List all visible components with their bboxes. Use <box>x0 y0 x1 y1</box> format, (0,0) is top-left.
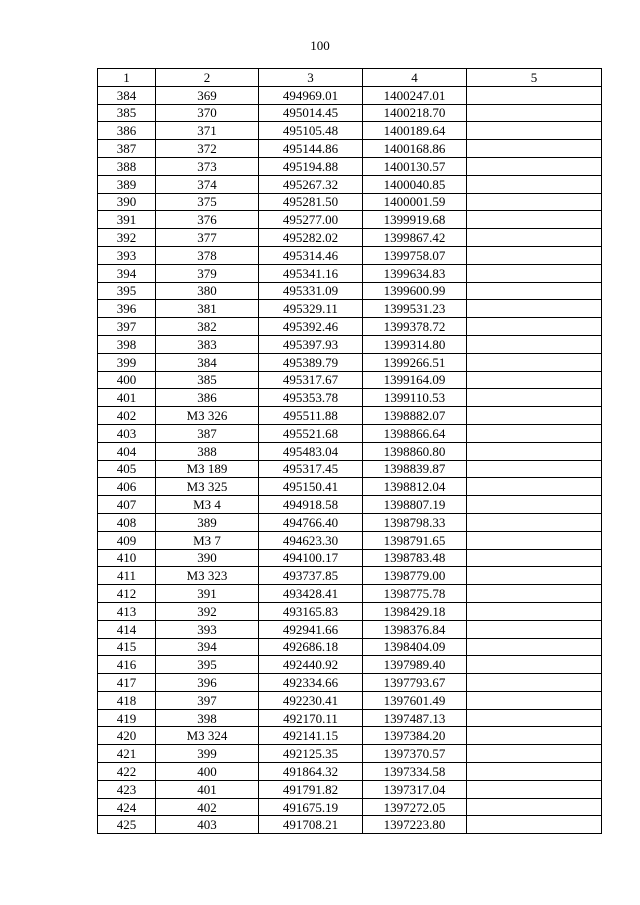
note-cell <box>467 246 602 264</box>
y-coordinate-cell: 1399600.99 <box>363 282 467 300</box>
table-row <box>98 691 602 709</box>
y-coordinate-cell: 1399919.68 <box>363 211 467 229</box>
x-coordinate-cell: 495267.32 <box>259 175 363 193</box>
table-row <box>98 620 602 638</box>
point-id-cell: 376 <box>156 211 259 229</box>
y-coordinate-cell: 1397334.58 <box>363 763 467 781</box>
point-id-cell: МЗ 4 <box>156 496 259 514</box>
row-number-cell: 384 <box>98 86 156 104</box>
note-cell <box>467 175 602 193</box>
note-cell <box>467 122 602 140</box>
x-coordinate-cell: 494918.58 <box>259 496 363 514</box>
x-coordinate-cell: 495317.67 <box>259 371 363 389</box>
row-number-cell: 395 <box>98 282 156 300</box>
row-number-cell: 404 <box>98 442 156 460</box>
note-cell <box>467 282 602 300</box>
note-cell <box>467 157 602 175</box>
table-row <box>98 763 602 781</box>
y-coordinate-cell: 1398807.19 <box>363 496 467 514</box>
page-number: 100 <box>310 38 330 53</box>
y-coordinate-cell: 1397601.49 <box>363 691 467 709</box>
point-id-cell: 403 <box>156 816 259 834</box>
y-coordinate-cell: 1398791.65 <box>363 531 467 549</box>
row-number-cell: 402 <box>98 407 156 425</box>
note-cell <box>467 460 602 478</box>
point-id-cell: 390 <box>156 549 259 567</box>
y-coordinate-cell: 1398783.48 <box>363 549 467 567</box>
y-coordinate-cell: 1397384.20 <box>363 727 467 745</box>
point-id-cell: 400 <box>156 763 259 781</box>
y-coordinate-cell: 1397317.04 <box>363 780 467 798</box>
row-number-cell: 421 <box>98 745 156 763</box>
row-number-cell: 414 <box>98 620 156 638</box>
y-coordinate-cell: 1398860.80 <box>363 442 467 460</box>
table-row <box>98 104 602 122</box>
point-id-cell: МЗ 7 <box>156 531 259 549</box>
row-number-cell: 396 <box>98 300 156 318</box>
note-cell <box>467 496 602 514</box>
x-coordinate-cell: 492440.92 <box>259 656 363 674</box>
table-row <box>98 656 602 674</box>
row-number-cell: 419 <box>98 709 156 727</box>
table-row <box>98 122 602 140</box>
note-cell <box>467 745 602 763</box>
note-cell <box>467 104 602 122</box>
note-cell <box>467 674 602 692</box>
x-coordinate-cell: 495341.16 <box>259 264 363 282</box>
row-number-cell: 389 <box>98 175 156 193</box>
note-cell <box>467 798 602 816</box>
row-number-cell: 407 <box>98 496 156 514</box>
x-coordinate-cell: 495282.02 <box>259 229 363 247</box>
y-coordinate-cell: 1399634.83 <box>363 264 467 282</box>
point-id-cell: 388 <box>156 442 259 460</box>
table-row <box>98 478 602 496</box>
note-cell <box>467 229 602 247</box>
note-cell <box>467 353 602 371</box>
point-id-cell: 386 <box>156 389 259 407</box>
table-body <box>98 86 602 833</box>
row-number-cell: 406 <box>98 478 156 496</box>
row-number-cell: 425 <box>98 816 156 834</box>
x-coordinate-cell: 491791.82 <box>259 780 363 798</box>
row-number-cell: 397 <box>98 318 156 336</box>
note-cell <box>467 816 602 834</box>
y-coordinate-cell: 1398404.09 <box>363 638 467 656</box>
x-coordinate-cell: 492230.41 <box>259 691 363 709</box>
x-coordinate-cell: 492941.66 <box>259 620 363 638</box>
row-number-cell: 410 <box>98 549 156 567</box>
table-row <box>98 442 602 460</box>
x-coordinate-cell: 495331.09 <box>259 282 363 300</box>
point-id-cell: МЗ 323 <box>156 567 259 585</box>
table-row <box>98 585 602 603</box>
point-id-cell: 393 <box>156 620 259 638</box>
table-row <box>98 496 602 514</box>
note-cell <box>467 549 602 567</box>
note-cell <box>467 300 602 318</box>
y-coordinate-cell: 1398775.78 <box>363 585 467 603</box>
row-number-cell: 405 <box>98 460 156 478</box>
x-coordinate-cell: 495397.93 <box>259 335 363 353</box>
note-cell <box>467 763 602 781</box>
point-id-cell: 379 <box>156 264 259 282</box>
note-cell <box>467 585 602 603</box>
row-number-cell: 403 <box>98 424 156 442</box>
y-coordinate-cell: 1400247.01 <box>363 86 467 104</box>
header-row <box>98 69 602 87</box>
table-row <box>98 567 602 585</box>
x-coordinate-cell: 495521.68 <box>259 424 363 442</box>
point-id-cell: 391 <box>156 585 259 603</box>
y-coordinate-cell: 1400168.86 <box>363 140 467 158</box>
point-id-cell: 369 <box>156 86 259 104</box>
point-id-cell: 375 <box>156 193 259 211</box>
row-number-cell: 423 <box>98 780 156 798</box>
y-coordinate-cell: 1397272.05 <box>363 798 467 816</box>
x-coordinate-cell: 495317.45 <box>259 460 363 478</box>
x-coordinate-cell: 495281.50 <box>259 193 363 211</box>
point-id-cell: 382 <box>156 318 259 336</box>
note-cell <box>467 691 602 709</box>
row-number-cell: 413 <box>98 602 156 620</box>
point-id-cell: 380 <box>156 282 259 300</box>
y-coordinate-cell: 1398429.18 <box>363 602 467 620</box>
row-number-cell: 390 <box>98 193 156 211</box>
table-row <box>98 86 602 104</box>
note-cell <box>467 389 602 407</box>
y-coordinate-cell: 1399110.53 <box>363 389 467 407</box>
x-coordinate-cell: 495389.79 <box>259 353 363 371</box>
y-coordinate-cell: 1399867.42 <box>363 229 467 247</box>
point-id-cell: 396 <box>156 674 259 692</box>
row-number-cell: 398 <box>98 335 156 353</box>
point-id-cell: 401 <box>156 780 259 798</box>
x-coordinate-cell: 495150.41 <box>259 478 363 496</box>
note-cell <box>467 709 602 727</box>
column-header: 1 <box>98 69 156 87</box>
row-number-cell: 385 <box>98 104 156 122</box>
y-coordinate-cell: 1399758.07 <box>363 246 467 264</box>
row-number-cell: 422 <box>98 763 156 781</box>
row-number-cell: 386 <box>98 122 156 140</box>
point-id-cell: 370 <box>156 104 259 122</box>
note-cell <box>467 407 602 425</box>
note-cell <box>467 371 602 389</box>
table-row <box>98 264 602 282</box>
x-coordinate-cell: 491708.21 <box>259 816 363 834</box>
y-coordinate-cell: 1400130.57 <box>363 157 467 175</box>
y-coordinate-cell: 1397793.67 <box>363 674 467 692</box>
row-number-cell: 412 <box>98 585 156 603</box>
x-coordinate-cell: 495314.46 <box>259 246 363 264</box>
note-cell <box>467 567 602 585</box>
point-id-cell: 387 <box>156 424 259 442</box>
point-id-cell: МЗ 326 <box>156 407 259 425</box>
point-id-cell: МЗ 324 <box>156 727 259 745</box>
point-id-cell: 372 <box>156 140 259 158</box>
table-row <box>98 371 602 389</box>
table-row <box>98 335 602 353</box>
y-coordinate-cell: 1400218.70 <box>363 104 467 122</box>
column-header: 2 <box>156 69 259 87</box>
note-cell <box>467 638 602 656</box>
table-row <box>98 424 602 442</box>
x-coordinate-cell: 492686.18 <box>259 638 363 656</box>
y-coordinate-cell: 1398376.84 <box>363 620 467 638</box>
row-number-cell: 393 <box>98 246 156 264</box>
y-coordinate-cell: 1399314.80 <box>363 335 467 353</box>
y-coordinate-cell: 1397487.13 <box>363 709 467 727</box>
row-number-cell: 411 <box>98 567 156 585</box>
y-coordinate-cell: 1398839.87 <box>363 460 467 478</box>
row-number-cell: 409 <box>98 531 156 549</box>
row-number-cell: 417 <box>98 674 156 692</box>
table-row <box>98 193 602 211</box>
table-row <box>98 727 602 745</box>
table-row <box>98 531 602 549</box>
x-coordinate-cell: 495194.88 <box>259 157 363 175</box>
note-cell <box>467 656 602 674</box>
x-coordinate-cell: 493428.41 <box>259 585 363 603</box>
table-row <box>98 513 602 531</box>
note-cell <box>467 620 602 638</box>
note-cell <box>467 513 602 531</box>
y-coordinate-cell: 1399266.51 <box>363 353 467 371</box>
y-coordinate-cell: 1400001.59 <box>363 193 467 211</box>
point-id-cell: МЗ 325 <box>156 478 259 496</box>
point-id-cell: 373 <box>156 157 259 175</box>
row-number-cell: 424 <box>98 798 156 816</box>
x-coordinate-cell: 495511.88 <box>259 407 363 425</box>
note-cell <box>467 193 602 211</box>
x-coordinate-cell: 495353.78 <box>259 389 363 407</box>
table-row <box>98 674 602 692</box>
point-id-cell: 381 <box>156 300 259 318</box>
x-coordinate-cell: 492141.15 <box>259 727 363 745</box>
y-coordinate-cell: 1400040.85 <box>363 175 467 193</box>
note-cell <box>467 140 602 158</box>
column-header: 5 <box>467 69 602 87</box>
y-coordinate-cell: 1398882.07 <box>363 407 467 425</box>
note-cell <box>467 318 602 336</box>
y-coordinate-cell: 1398779.00 <box>363 567 467 585</box>
x-coordinate-cell: 495329.11 <box>259 300 363 318</box>
table-row <box>98 300 602 318</box>
point-id-cell: 377 <box>156 229 259 247</box>
table-row <box>98 175 602 193</box>
note-cell <box>467 727 602 745</box>
point-id-cell: 392 <box>156 602 259 620</box>
point-id-cell: 395 <box>156 656 259 674</box>
table-row <box>98 549 602 567</box>
row-number-cell: 401 <box>98 389 156 407</box>
y-coordinate-cell: 1400189.64 <box>363 122 467 140</box>
table-row <box>98 211 602 229</box>
x-coordinate-cell: 495144.86 <box>259 140 363 158</box>
note-cell <box>467 478 602 496</box>
y-coordinate-cell: 1399164.09 <box>363 371 467 389</box>
note-cell <box>467 264 602 282</box>
point-id-cell: 394 <box>156 638 259 656</box>
x-coordinate-cell: 494766.40 <box>259 513 363 531</box>
point-id-cell: 371 <box>156 122 259 140</box>
table-row <box>98 389 602 407</box>
table-row <box>98 246 602 264</box>
x-coordinate-cell: 495483.04 <box>259 442 363 460</box>
table-row <box>98 140 602 158</box>
table-row <box>98 282 602 300</box>
table-row <box>98 745 602 763</box>
point-id-cell: 399 <box>156 745 259 763</box>
table-row <box>98 407 602 425</box>
point-id-cell: 402 <box>156 798 259 816</box>
note-cell <box>467 335 602 353</box>
point-id-cell: 383 <box>156 335 259 353</box>
point-id-cell: 384 <box>156 353 259 371</box>
row-number-cell: 399 <box>98 353 156 371</box>
note-cell <box>467 442 602 460</box>
row-number-cell: 416 <box>98 656 156 674</box>
point-id-cell: 398 <box>156 709 259 727</box>
table-row <box>98 602 602 620</box>
table-row <box>98 638 602 656</box>
row-number-cell: 418 <box>98 691 156 709</box>
row-number-cell: 391 <box>98 211 156 229</box>
x-coordinate-cell: 494969.01 <box>259 86 363 104</box>
x-coordinate-cell: 493737.85 <box>259 567 363 585</box>
note-cell <box>467 424 602 442</box>
y-coordinate-cell: 1397223.80 <box>363 816 467 834</box>
note-cell <box>467 602 602 620</box>
row-number-cell: 400 <box>98 371 156 389</box>
x-coordinate-cell: 495014.45 <box>259 104 363 122</box>
y-coordinate-cell: 1398798.33 <box>363 513 467 531</box>
note-cell <box>467 531 602 549</box>
y-coordinate-cell: 1398866.64 <box>363 424 467 442</box>
y-coordinate-cell: 1399378.72 <box>363 318 467 336</box>
y-coordinate-cell: 1398812.04 <box>363 478 467 496</box>
point-id-cell: 389 <box>156 513 259 531</box>
table-row <box>98 709 602 727</box>
row-number-cell: 388 <box>98 157 156 175</box>
x-coordinate-cell: 491864.32 <box>259 763 363 781</box>
y-coordinate-cell: 1397370.57 <box>363 745 467 763</box>
x-coordinate-cell: 495277.00 <box>259 211 363 229</box>
column-header: 4 <box>363 69 467 87</box>
note-cell <box>467 211 602 229</box>
note-cell <box>467 780 602 798</box>
x-coordinate-cell: 493165.83 <box>259 602 363 620</box>
point-id-cell: 385 <box>156 371 259 389</box>
y-coordinate-cell: 1397989.40 <box>363 656 467 674</box>
row-number-cell: 408 <box>98 513 156 531</box>
note-cell <box>467 86 602 104</box>
column-header: 3 <box>259 69 363 87</box>
table-row <box>98 460 602 478</box>
point-id-cell: МЗ 189 <box>156 460 259 478</box>
row-number-cell: 394 <box>98 264 156 282</box>
coordinates-table <box>97 68 602 834</box>
x-coordinate-cell: 491675.19 <box>259 798 363 816</box>
table-row <box>98 353 602 371</box>
table-row <box>98 816 602 834</box>
row-number-cell: 392 <box>98 229 156 247</box>
x-coordinate-cell: 494100.17 <box>259 549 363 567</box>
point-id-cell: 374 <box>156 175 259 193</box>
row-number-cell: 415 <box>98 638 156 656</box>
x-coordinate-cell: 495392.46 <box>259 318 363 336</box>
row-number-cell: 420 <box>98 727 156 745</box>
table-row <box>98 780 602 798</box>
table-row <box>98 318 602 336</box>
point-id-cell: 378 <box>156 246 259 264</box>
x-coordinate-cell: 494623.30 <box>259 531 363 549</box>
x-coordinate-cell: 495105.48 <box>259 122 363 140</box>
x-coordinate-cell: 492170.11 <box>259 709 363 727</box>
table-row <box>98 229 602 247</box>
row-number-cell: 387 <box>98 140 156 158</box>
point-id-cell: 397 <box>156 691 259 709</box>
table-row <box>98 157 602 175</box>
table-row <box>98 798 602 816</box>
y-coordinate-cell: 1399531.23 <box>363 300 467 318</box>
x-coordinate-cell: 492334.66 <box>259 674 363 692</box>
x-coordinate-cell: 492125.35 <box>259 745 363 763</box>
